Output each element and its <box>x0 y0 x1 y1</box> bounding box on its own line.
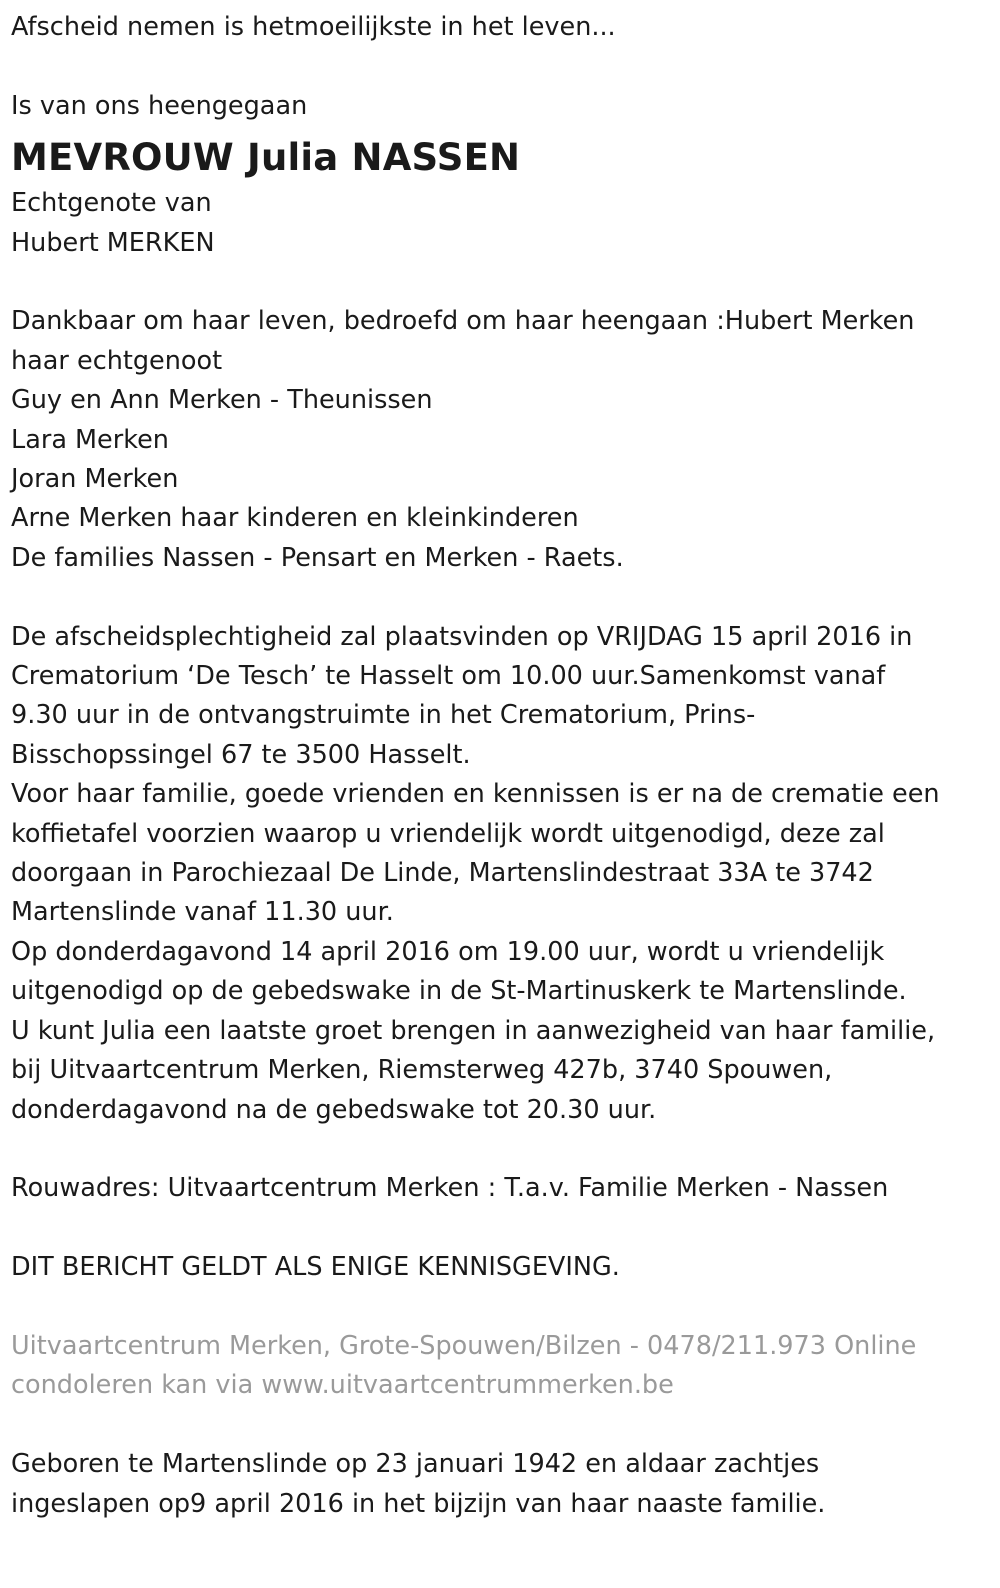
birth-line: Geboren te Martenslinde op 23 januari 1942 en aldaar zachtjes <box>11 1449 820 1480</box>
ceremony-line: Op donderdagavond 14 april 2016 om 19.00 uur, wordt u vriendelijk <box>11 936 885 967</box>
ceremony-line: doorgaan in Parochiezaal De Linde, Martenslindestraat 33A te 3742 <box>11 858 874 889</box>
spacer <box>11 47 988 86</box>
spouse-label: Echtgenote van <box>11 188 212 219</box>
ceremony-line: De afscheidsplechtigheid zal plaatsvinden op VRIJDAG 15 april 2016 in <box>11 621 913 652</box>
family-line: Guy en Ann Merken - Theunissen <box>11 385 433 416</box>
ceremony-line: donderdagavond na de gebedswake tot 20.30 uur. <box>11 1094 657 1125</box>
spacer <box>11 1406 988 1445</box>
spacer <box>11 1130 988 1169</box>
funeral-home-info <box>11 1327 988 1406</box>
intro-line: Is van ons heengegaan <box>11 90 308 121</box>
family-line: De families Nassen - Pensart en Merken - Raets. <box>11 542 624 573</box>
spacer <box>11 1288 988 1327</box>
family-line: Lara Merken <box>11 424 169 455</box>
spouse-name: Hubert MERKEN <box>11 227 215 258</box>
ceremony-line: Bisschopssingel 67 te 3500 Hasselt. <box>11 739 471 770</box>
mourning-address: Rouwadres: Uitvaartcentrum Merken : T.a.v. Familie Merken - Nassen <box>11 1173 889 1204</box>
family-line: Dankbaar om haar leven, bedroefd om haar heengaan :Hubert Merken <box>11 306 915 337</box>
ceremony-line: 9.30 uur in de ontvangstruimte in het Crematorium, Prins- <box>11 700 756 731</box>
funeral-home-line: Uitvaartcentrum Merken, Grote-Spouwen/Bilzen - 0478/211.973 Online <box>11 1330 917 1361</box>
birth-section <box>11 1445 988 1524</box>
ceremony-line: bij Uitvaartcentrum Merken, Riemsterweg 427b, 3740 Spouwen, <box>11 1055 833 1086</box>
ceremony-line: U kunt Julia een laatste groet brengen in aanwezigheid van haar familie, <box>11 1015 936 1046</box>
birth-line: ingeslapen op9 april 2016 in het bijzijn van haar naaste familie. <box>11 1488 826 1519</box>
family-line: haar echtgenoot <box>11 345 223 376</box>
ceremony-line: Crematorium ‘De Tesch’ te Hasselt om 10.00 uur.Samenkomst vanaf <box>11 661 886 692</box>
spacer <box>11 263 988 302</box>
ceremony-line: Voor haar familie, goede vrienden en kennissen is er na de crematie een <box>11 779 940 810</box>
funeral-home-line: condoleren kan via www.uitvaartcentrummerken.be <box>11 1370 674 1401</box>
ceremony-line: uitgenodigd op de gebedswake in de St-Martinuskerk te Martenslinde. <box>11 976 907 1007</box>
family-line: Arne Merken haar kinderen en kleinkinderen <box>11 503 579 534</box>
deceased-name: MEVROUW Julia NASSEN <box>11 136 521 180</box>
family-section <box>11 302 988 578</box>
spacer <box>11 578 988 617</box>
spacer <box>11 1209 988 1248</box>
opening-line: Afscheid nemen is hetmoeilijkste in het leven... <box>11 12 616 42</box>
notice-line: DIT BERICHT GELDT ALS ENIGE KENNISGEVING. <box>11 1252 620 1283</box>
family-line: Joran Merken <box>11 464 179 495</box>
ceremony-section <box>11 618 988 1130</box>
ceremony-line: koffietafel voorzien waarop u vriendelijk wordt uitgenodigd, deze zal <box>11 818 885 849</box>
ceremony-line: Martenslinde vanaf 11.30 uur. <box>11 897 394 928</box>
